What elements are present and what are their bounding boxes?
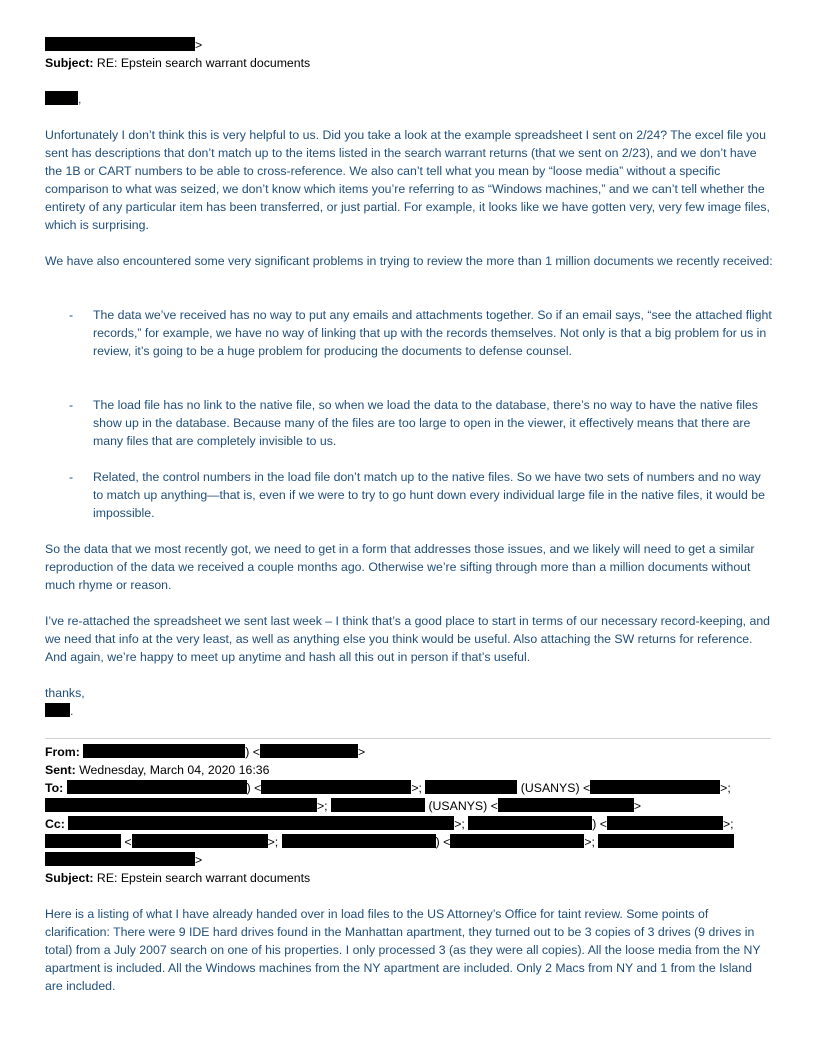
- reply-paragraph-1: Unfortunately I don’t think this is very helpful to us. Did you take a look at the example spreadsheet I sent on 2/24? The excel file you sent has descriptions that don’t match up to the items listed in the search warrant returns (that we sent on 2/23), and we don’t have the 1B or CART numbers to be able to cross-reference. We also can’t tell what you mean by “loose media” without a specific comparison to what was seized, we don’t know which items you’re referring to as “Windows machines,” and we can’t tell whether the entirety of any particular item has been transferred, or just partial. For example, it looks like we have gotten very, very few image files, which is surprising.: [45, 128, 770, 232]
- cc-sep: <: [121, 835, 132, 849]
- from-label: From:: [45, 745, 80, 759]
- from-sep: ) <: [245, 745, 260, 759]
- orig-cc-line-3: [45, 851, 202, 869]
- subject-value: RE: Epstein search warrant documents: [93, 56, 311, 70]
- cc-tail: >: [195, 853, 203, 867]
- cc-label: Cc:: [45, 817, 65, 831]
- orig-to-line-1: [45, 779, 731, 797]
- to-org: (USANYS) <: [425, 799, 498, 813]
- bullet-text: The data we’ve received has no way to put any emails and attachments together. So if an email says, “see the attached flight records,” for example, we have no way of linking that up with the records themselves. Not only is that a big problem for us in review, it’s going to be a huge problem for producing the documents to defense counsel.: [93, 308, 772, 358]
- bullet-dash: -: [69, 308, 74, 322]
- redaction-block: [45, 852, 195, 866]
- signature: [45, 702, 73, 720]
- redaction-block: [468, 816, 592, 830]
- redaction-block: [498, 798, 634, 812]
- sent-label: Sent:: [45, 763, 76, 777]
- bullet-text: Related, the control numbers in the load file don’t match up to the native files. So we have two sets of numbers and no way to match up anything—that is, even if we were to try to go hunt down every individual large file in the native files, it would be impossible.: [93, 470, 765, 520]
- sent-value: Wednesday, March 04, 2020 16:36: [75, 763, 270, 777]
- to-sep: >;: [411, 781, 422, 795]
- orig-sent-line: [45, 761, 269, 779]
- orig-to-line-2: [45, 797, 641, 815]
- redaction-block: [598, 834, 734, 848]
- redaction-block: [261, 780, 411, 794]
- to-sep: >;: [317, 799, 328, 813]
- to-org: (USANYS) <: [517, 781, 591, 795]
- orig-cc-line-1: [45, 815, 734, 833]
- orig-cc-line-2: [45, 833, 734, 851]
- bullet-dash: -: [69, 398, 74, 412]
- redaction-block: [282, 834, 436, 848]
- top-subject-line: [45, 54, 310, 72]
- redaction-block: [132, 834, 268, 848]
- redaction-block: [425, 780, 517, 794]
- to-tail: >: [633, 799, 641, 813]
- redaction-block: [331, 798, 425, 812]
- subject-label: Subject:: [45, 56, 94, 70]
- orig-subject-label: Subject:: [45, 871, 94, 885]
- to-sep: >;: [720, 781, 731, 795]
- redaction-block: [83, 744, 245, 758]
- reply-paragraph-3: So the data that we most recently got, we need to get in a form that addresses those issues, and we likely will need to get a similar reproduction of the data we received a couple months ago. Otherwise we’re sifting through more than a million documents without much rhyme or reason.: [45, 542, 755, 592]
- redaction-block: [45, 91, 78, 105]
- cc-sep: >;: [722, 817, 734, 831]
- orig-from-line: [45, 743, 365, 761]
- orig-subject-value: RE: Epstein search warrant documents: [93, 871, 311, 885]
- signoff: thanks,: [45, 686, 85, 700]
- original-body: Here is a listing of what I have already handed over in load files to the US Attorney’s Office for taint review. Some points of clarification: There were 9 IDE hard drives found in the Manhattan apartment, they turned out to be 3 copies of 3 drives (9 drives in total) from a July 2007 search on one of his properties. I only processed 3 (as they were all copies). All the loose media from the NY apartment is included. All the Windows machines from the NY apartment are included. Only 2 Macs from NY and 1 from the Island are included.: [45, 907, 761, 993]
- top-to-tail: >: [195, 38, 203, 52]
- salutation-tail: ,: [78, 92, 82, 106]
- redaction-block: [45, 37, 195, 51]
- top-to-line: [45, 36, 202, 54]
- signature-tail: .: [70, 704, 74, 718]
- to-label: To:: [45, 781, 64, 795]
- redaction-block: [607, 816, 723, 830]
- cc-sep: >;: [267, 835, 279, 849]
- cc-sep: >;: [584, 835, 595, 849]
- to-sep: ) <: [246, 781, 262, 795]
- redaction-block: [67, 780, 247, 794]
- redaction-block: [45, 798, 317, 812]
- bullet-dash: -: [69, 470, 74, 484]
- redaction-block: [45, 834, 121, 848]
- reply-paragraph-2: We have also encountered some very significant problems in trying to review the more than 1 million documents we recently received:: [45, 254, 773, 268]
- bullet-text: The load file has no link to the native file, so when we load the data to the database, there’s no way to have the native files show up in the database. Because many of the files are too large to open in the viewer, it effectively means that there are many files that are completely invisible to us.: [93, 398, 758, 448]
- cc-sep: ) <: [435, 835, 451, 849]
- orig-subject-line: [45, 869, 310, 887]
- from-tail: >: [357, 745, 366, 759]
- cc-sep: >;: [454, 817, 465, 831]
- redaction-block: [260, 744, 358, 758]
- redaction-block: [590, 780, 720, 794]
- salutation: [45, 90, 81, 108]
- cc-sep: ) <: [592, 817, 607, 831]
- divider: [45, 738, 771, 739]
- redaction-block: [68, 816, 454, 830]
- redaction-block: [45, 703, 70, 717]
- redaction-block: [450, 834, 584, 848]
- reply-paragraph-4: I’ve re-attached the spreadsheet we sent last week – I think that’s a good place to start in terms of our necessary record-keeping, and we need that info at the very least, as well as anything else you think would be useful. Also attaching the SW returns for reference. And again, we’re happy to meet up anytime and hash all this out in person if that’s useful.: [45, 614, 771, 664]
